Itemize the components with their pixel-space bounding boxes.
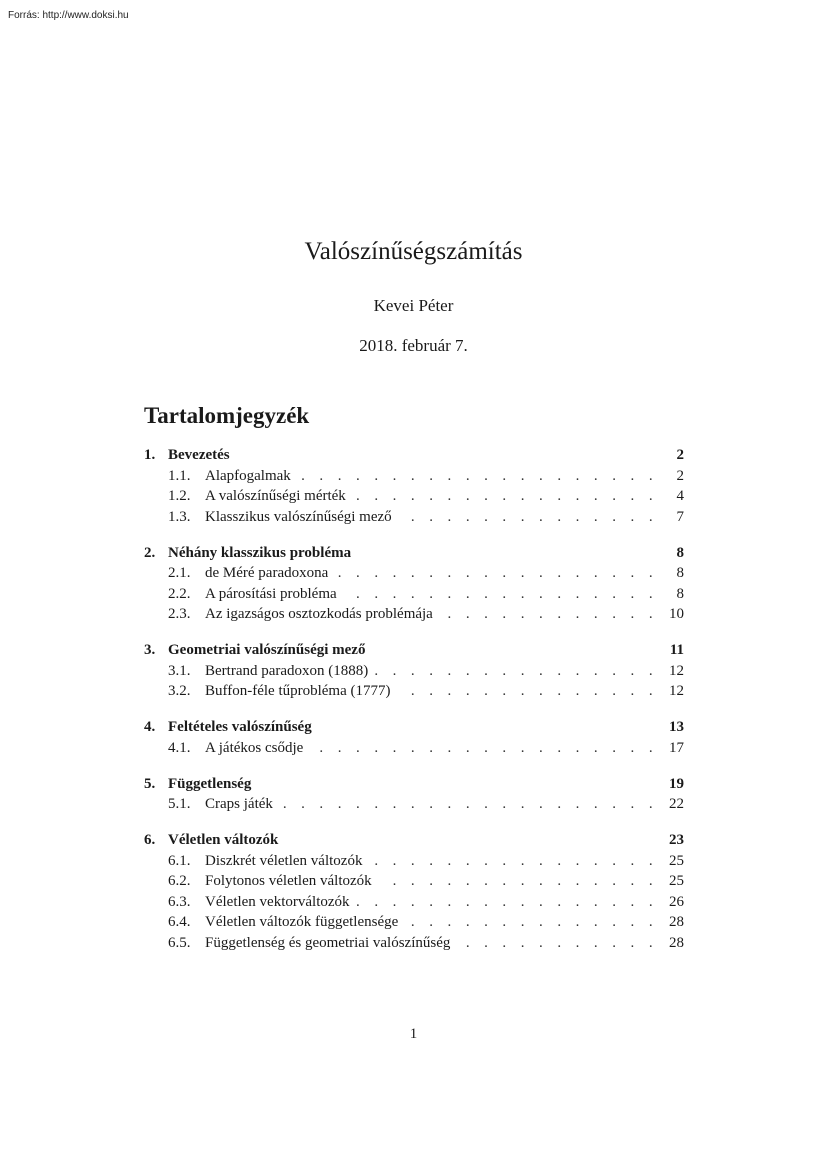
- toc-section-number: 3.: [144, 642, 156, 658]
- toc-section-entry[interactable]: [144, 774, 684, 795]
- toc-section-title: Geometriai valószínűségi mező: [168, 642, 366, 658]
- toc-heading: Tartalomjegyzék: [144, 403, 310, 428]
- toc-subsection-entry[interactable]: [144, 912, 684, 933]
- toc-subsection-entry[interactable]: [144, 892, 684, 913]
- toc-dot-leader: [378, 871, 658, 892]
- toc-subsection-title: Folytonos véletlen változók: [205, 873, 372, 889]
- source-label: Forrás: http://www.doksi.hu: [8, 10, 129, 21]
- toc-dot-leader: [334, 563, 658, 584]
- toc-subsection-page: 28: [669, 914, 684, 930]
- toc-subsection-number: 3.2.: [168, 683, 191, 699]
- toc-subsection-number: 6.4.: [168, 914, 191, 930]
- toc-subsection-number: 4.1.: [168, 739, 191, 756]
- toc-subsection-entry[interactable]: [144, 681, 684, 702]
- toc-dot-leader: [456, 933, 658, 954]
- toc-subsection-page: 25: [669, 852, 684, 869]
- toc-subsection-title: Függetlenség és geometriai valószínűség: [205, 934, 451, 951]
- toc-subsection-title: A párosítási probléma: [205, 585, 337, 602]
- toc-section-title: Bevezetés: [168, 447, 230, 463]
- toc-subsection-entry[interactable]: [144, 563, 684, 584]
- toc-section-page: 13: [669, 719, 684, 735]
- toc-subsection-number: 6.2.: [168, 873, 191, 889]
- toc-subsection-number: 2.3.: [168, 606, 191, 622]
- toc-subsection-title: Az igazságos osztozkodás problémája: [205, 606, 433, 622]
- toc-subsection-page: 26: [669, 893, 684, 910]
- toc-subsection-title: Buffon-féle tűprobléma (1777): [205, 683, 391, 699]
- toc-dot-leader: [439, 604, 658, 625]
- toc-dot-leader: [397, 681, 658, 702]
- document-title: Valószínűségszámítás: [304, 238, 523, 265]
- toc-subsection-title: Klasszikus valószínűségi mező: [205, 508, 392, 525]
- toc-subsection-page: 7: [676, 508, 684, 525]
- toc-subsection-title: A játékos csődje: [205, 739, 304, 756]
- toc-dot-leader: [297, 466, 658, 487]
- toc-subsection-number: 2.1.: [168, 565, 191, 581]
- toc-subsection-title: Bertrand paradoxon (1888): [205, 662, 369, 679]
- toc-subsection-page: 25: [669, 873, 684, 889]
- toc-group-gap: [144, 527, 684, 543]
- toc-section-number: 1.: [144, 447, 156, 463]
- toc-section-title: Néhány klasszikus probléma: [168, 544, 352, 561]
- toc-section-entry[interactable]: [144, 640, 684, 661]
- toc-subsection-entry[interactable]: [144, 871, 684, 892]
- toc-subsection-entry[interactable]: [144, 486, 684, 507]
- page-number: 1: [409, 1026, 418, 1042]
- toc-section-number: 5.: [144, 775, 156, 792]
- toc-subsection-entry[interactable]: [144, 466, 684, 487]
- toc-subsection-number: 2.2.: [168, 585, 191, 602]
- toc-dot-leader: [352, 486, 658, 507]
- document-date: 2018. február 7.: [359, 336, 468, 355]
- toc-subsection-number: 6.3.: [168, 893, 191, 910]
- toc-subsection-entry[interactable]: [144, 604, 684, 625]
- toc-subsection-entry[interactable]: [144, 507, 684, 528]
- toc-section-page: 2: [676, 447, 684, 463]
- toc-subsection-number: 1.3.: [168, 508, 191, 525]
- table-of-contents: [144, 445, 684, 953]
- toc-dot-leader: [374, 661, 658, 682]
- toc-subsection-entry[interactable]: [144, 933, 684, 954]
- toc-subsection-number: 6.1.: [168, 852, 191, 869]
- toc-subsection-number: 1.2.: [168, 488, 191, 504]
- toc-section-page: 19: [669, 775, 684, 792]
- toc-group-gap: [144, 758, 684, 774]
- toc-section-number: 4.: [144, 719, 156, 735]
- toc-dot-leader: [404, 912, 658, 933]
- toc-subsection-entry[interactable]: [144, 661, 684, 682]
- toc-dot-leader: [398, 507, 658, 528]
- toc-section-title: Függetlenség: [168, 775, 252, 792]
- toc-subsection-title: A valószínűségi mérték: [205, 488, 346, 504]
- toc-dot-leader: [356, 892, 658, 913]
- toc-subsection-number: 5.1.: [168, 796, 191, 812]
- toc-subsection-number: 1.1.: [168, 467, 191, 484]
- toc-subsection-page: 28: [669, 934, 684, 951]
- toc-subsection-page: 12: [669, 683, 684, 699]
- toc-subsection-page: 8: [676, 585, 684, 602]
- toc-subsection-number: 6.5.: [168, 934, 191, 951]
- toc-subsection-title: Alapfogalmak: [205, 467, 291, 484]
- toc-dot-leader: [368, 851, 658, 872]
- toc-subsection-page: 4: [676, 488, 684, 504]
- toc-subsection-title: Craps játék: [205, 796, 273, 812]
- toc-subsection-entry[interactable]: [144, 851, 684, 872]
- toc-subsection-page: 10: [669, 606, 684, 622]
- toc-subsection-title: Diszkrét véletlen változók: [205, 852, 363, 869]
- toc-section-page: 8: [676, 544, 684, 561]
- toc-section-entry[interactable]: [144, 717, 684, 738]
- toc-section-number: 6.: [144, 832, 156, 848]
- toc-subsection-entry[interactable]: [144, 738, 684, 759]
- toc-subsection-page: 2: [676, 467, 684, 484]
- toc-section-entry[interactable]: [144, 543, 684, 564]
- document-author: Kevei Péter: [373, 296, 454, 315]
- toc-section-title: Véletlen változók: [168, 832, 279, 848]
- toc-group-gap: [144, 815, 684, 831]
- toc-group-gap: [144, 702, 684, 718]
- toc-section-entry[interactable]: [144, 830, 684, 851]
- toc-subsection-number: 3.1.: [168, 662, 191, 679]
- toc-subsection-title: Véletlen vektorváltozók: [205, 893, 350, 910]
- toc-dot-leader: [343, 584, 658, 605]
- toc-subsection-title: Véletlen változók függetlensége: [205, 914, 399, 930]
- toc-dot-leader: [279, 794, 658, 815]
- toc-section-page: 23: [669, 832, 684, 848]
- toc-subsection-page: 17: [669, 739, 684, 756]
- toc-subsection-page: 22: [669, 796, 684, 812]
- toc-section-page: 11: [669, 642, 684, 658]
- toc-subsection-page: 8: [676, 565, 684, 581]
- toc-section-number: 2.: [144, 544, 156, 561]
- toc-dot-leader: [309, 738, 658, 759]
- toc-subsection-page: 12: [669, 662, 684, 679]
- toc-subsection-entry[interactable]: [144, 794, 684, 815]
- toc-subsection-title: de Méré paradoxona: [205, 565, 329, 581]
- toc-subsection-entry[interactable]: [144, 584, 684, 605]
- toc-section-title: Feltételes valószínűség: [168, 719, 312, 735]
- toc-group-gap: [144, 625, 684, 641]
- toc-section-entry[interactable]: [144, 445, 684, 466]
